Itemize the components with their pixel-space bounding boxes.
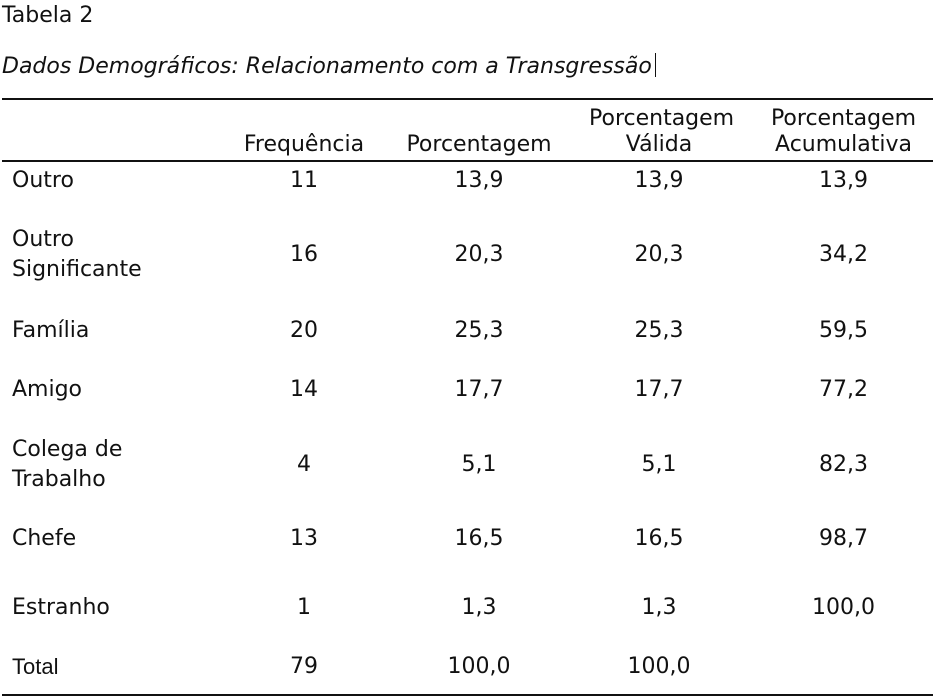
table-row bbox=[2, 351, 933, 429]
table-cell: 16,5 bbox=[454, 526, 504, 551]
table-row bbox=[2, 577, 933, 639]
table-cell: 11 bbox=[290, 167, 318, 193]
row-label: Família bbox=[12, 318, 90, 343]
table-cell: 13,9 bbox=[634, 167, 684, 193]
table-row bbox=[2, 311, 933, 351]
column-header bbox=[754, 99, 933, 161]
table-label: Tabela 2 bbox=[2, 3, 94, 28]
caption-text: Dados Demográficos: Relacionamento com a Transgressão bbox=[2, 54, 652, 79]
table-caption bbox=[2, 52, 656, 82]
table-cell: 13 bbox=[290, 526, 318, 551]
column-header-text: Porcentagem Acumulativa bbox=[770, 106, 917, 157]
row-label: Chefe bbox=[12, 526, 77, 551]
row-label: Outro bbox=[12, 167, 74, 193]
column-header-text: Porcentagem Válida bbox=[589, 106, 735, 157]
table-cell: 17,7 bbox=[634, 377, 684, 402]
table-cell: 100,0 bbox=[812, 595, 875, 620]
table-cell: 13,9 bbox=[454, 167, 504, 193]
table-cell: 1 bbox=[297, 595, 311, 620]
column-header bbox=[2, 99, 214, 161]
text-cursor bbox=[655, 53, 656, 77]
table-cell: 82,3 bbox=[819, 452, 868, 477]
column-header: Frequência bbox=[243, 132, 365, 157]
table-cell: 100,0 bbox=[447, 653, 511, 679]
column-header bbox=[564, 99, 754, 161]
table-cell: 25,3 bbox=[454, 318, 504, 343]
table-cell: 13,9 bbox=[819, 167, 868, 193]
table-cell: 20,3 bbox=[454, 242, 504, 267]
table-cell: 20 bbox=[290, 318, 318, 343]
table-row bbox=[2, 161, 933, 199]
table-cell: 16,5 bbox=[634, 526, 684, 551]
table-cell: 1,3 bbox=[461, 595, 497, 620]
row-label: Outro Significante bbox=[12, 227, 142, 282]
table-cell: 5,1 bbox=[461, 452, 497, 477]
table-cell: 16 bbox=[290, 242, 318, 267]
table-cell: 77,2 bbox=[819, 377, 868, 402]
row-label: Estranho bbox=[12, 595, 110, 620]
row-label: Colega de Trabalho bbox=[12, 437, 123, 492]
table-cell: 5,1 bbox=[641, 452, 677, 477]
table-cell: 14 bbox=[290, 377, 318, 402]
table-row bbox=[2, 501, 933, 577]
table-cell bbox=[754, 639, 933, 695]
table-cell: 59,5 bbox=[819, 318, 868, 343]
table-cell: 25,3 bbox=[634, 318, 684, 343]
table-cell: 79 bbox=[290, 653, 318, 679]
table-cell: 98,7 bbox=[819, 526, 868, 551]
table-row bbox=[2, 429, 933, 501]
table-cell: 20,3 bbox=[634, 242, 684, 267]
demographics-table bbox=[2, 98, 933, 696]
row-label: Amigo bbox=[12, 377, 83, 402]
table-cell: 4 bbox=[297, 452, 311, 477]
table-cell: 100,0 bbox=[627, 653, 691, 679]
table-header-row bbox=[2, 99, 933, 161]
table-cell: 34,2 bbox=[819, 242, 868, 267]
table-cell: 17,7 bbox=[454, 377, 504, 402]
column-header: Porcentagem bbox=[406, 132, 552, 157]
table-row bbox=[2, 639, 933, 695]
row-label: Total bbox=[12, 653, 59, 679]
table-cell: 1,3 bbox=[641, 595, 677, 620]
table-row bbox=[2, 199, 933, 311]
